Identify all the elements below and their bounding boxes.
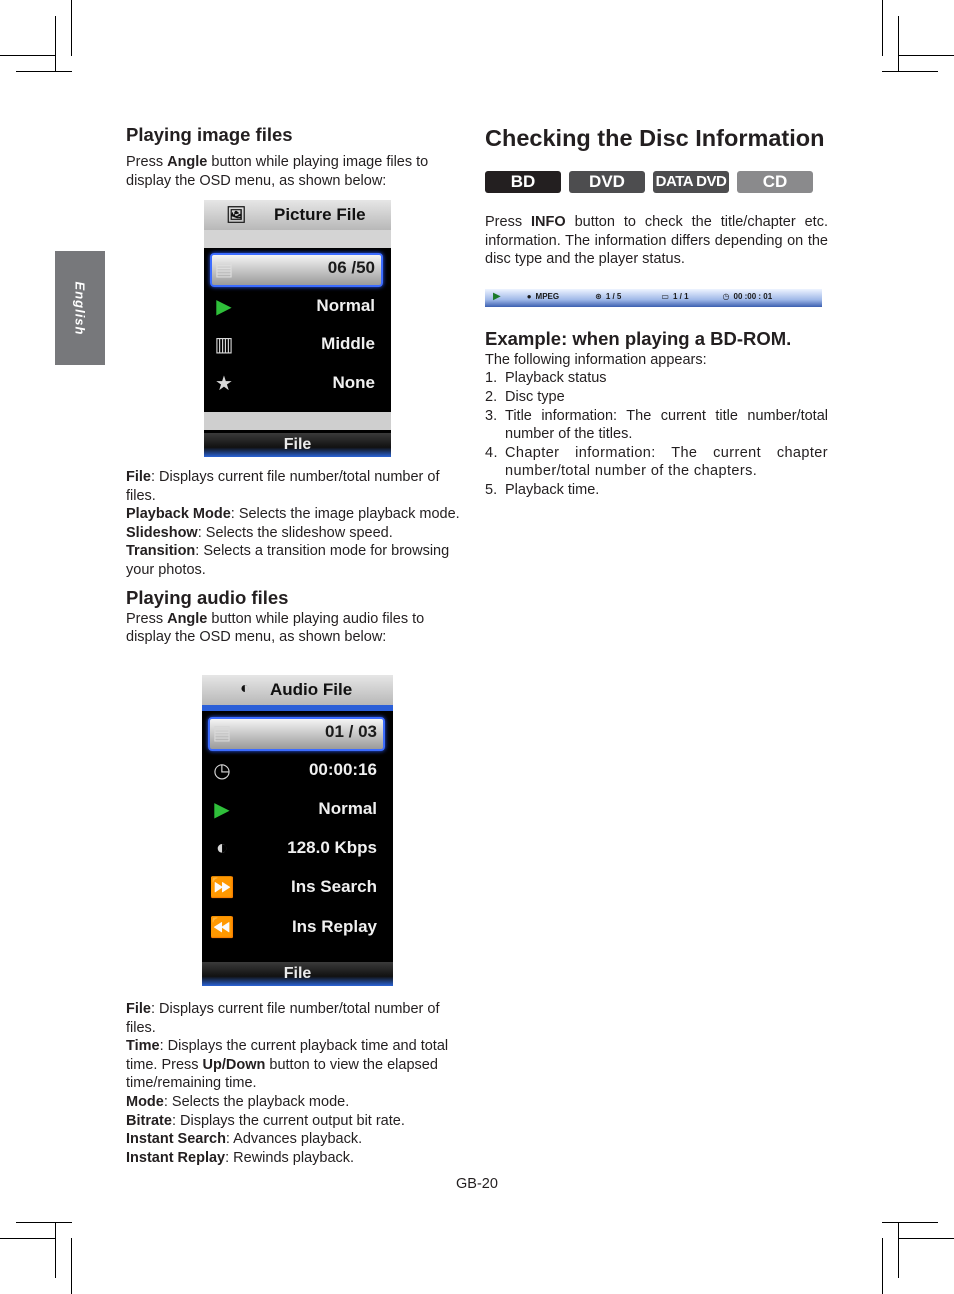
osd-row-time[interactable]: ◷ 00:00:16 <box>202 751 393 789</box>
audio-icon: ◐ <box>215 836 229 859</box>
chapter-icon: ▭ <box>661 292 669 302</box>
audio-section-heading: Playing audio files <box>126 586 289 608</box>
osd-row-slideshow[interactable]: ▥ Middle <box>204 325 391 363</box>
osd-title: Audio File <box>270 680 353 699</box>
info-intro: Press INFO button to check the title/chapter etc. information. The information differs depending on the disc type and the player status. <box>485 214 828 268</box>
osd-row-bitrate[interactable]: ◐ 128.0 Kbps <box>202 829 393 867</box>
osd-title: Picture File <box>274 205 366 224</box>
audio-file-osd <box>202 675 393 986</box>
disc-type-tags <box>485 171 828 193</box>
info-time: 00 :00 : 01 <box>733 292 773 302</box>
list-item: 1. Playback status <box>485 370 607 387</box>
disc-icon: ● <box>526 292 532 302</box>
slideshow-icon: ▥ <box>214 333 234 356</box>
disc-tag-dvd: DVD <box>569 171 645 193</box>
image-section-heading: Playing image files <box>126 124 293 145</box>
info-title: 1 / 5 <box>605 292 622 302</box>
fast-forward-icon: ⏩ <box>209 876 235 899</box>
language-side-tab <box>55 251 105 365</box>
list-item: 2. Disc type <box>485 388 565 405</box>
info-steps <box>485 369 828 499</box>
audio-icon: ◐ <box>240 680 250 697</box>
list-item: 5. Playback time. <box>485 481 600 498</box>
def-transition: Transition: Selects a transition mode for browsing your photos. <box>126 543 450 578</box>
osd-row-instant-replay[interactable]: ⏪ Ins Replay <box>202 908 393 946</box>
image-section-intro: Press Angle button while playing image files to display the OSD menu, as shown below: <box>126 154 429 189</box>
title-icon: ⊛ <box>595 292 602 302</box>
clock-icon: ◷ <box>213 759 231 782</box>
osd-row-file[interactable]: ▤ 06 /50 <box>204 249 391 287</box>
example-intro: The following information appears: <box>485 351 707 368</box>
picture-file-osd <box>204 200 391 457</box>
audio-definitions <box>126 1000 471 1167</box>
osd-row-transition[interactable]: ★ None <box>204 364 391 402</box>
info-format: MPEG <box>535 292 560 302</box>
osd-row-instant-search[interactable]: ⏩ Ins Search <box>202 868 393 906</box>
right-column <box>485 123 828 500</box>
language-label: English <box>72 281 88 335</box>
disc-tag-bd: BD <box>485 171 561 193</box>
def-file: File: Displays current file number/total number of files. <box>126 1001 440 1036</box>
def-instant-search: Instant Search: Advances playback. <box>126 1131 363 1148</box>
file-stack-icon: ▤ <box>214 257 234 280</box>
clock-icon: ◷ <box>722 292 730 302</box>
page-number: GB-20 <box>456 1176 498 1192</box>
osd-row-mode[interactable]: ▶ Normal <box>202 790 393 828</box>
audio-section-intro: Press Angle button while playing audio files to display the OSD menu, as shown below: <box>126 610 425 646</box>
osd-row-file[interactable]: ▤ 01 / 03 <box>202 713 393 751</box>
def-slideshow: Slideshow: Selects the slideshow speed. <box>126 524 393 541</box>
list-item: 3. Title information: The current title number/total number of the titles. <box>485 407 828 443</box>
disc-tag-data-dvd: DATA DVD <box>653 171 729 193</box>
info-bar <box>485 289 822 307</box>
play-icon: ▶ <box>214 798 230 821</box>
osd-footer: File <box>202 962 393 986</box>
list-item: 4. Chapter information: The current chapter number/total number of the chapters. <box>485 444 828 480</box>
star-frame-icon: ★ <box>215 372 233 395</box>
def-playback-mode: Playback Mode: Selects the image playback mode. <box>126 506 460 523</box>
image-definitions <box>126 468 471 647</box>
def-bitrate: Bitrate: Displays the current output bit rate. <box>126 1112 405 1129</box>
disc-tag-cd: CD <box>737 171 813 193</box>
def-mode: Mode: Selects the playback mode. <box>126 1093 350 1110</box>
osd-footer: File <box>204 433 391 457</box>
left-column <box>126 123 471 190</box>
play-icon: ▶ <box>216 295 232 318</box>
play-icon: ▶ <box>493 291 501 303</box>
def-time: Time: Displays the current playback time and total time. Press Up/Down button to view the elapsed time/remaining time. <box>126 1038 449 1092</box>
page-title: Checking the Disc Information <box>485 125 825 151</box>
osd-row-mode[interactable]: ▶ Normal <box>204 287 391 325</box>
rewind-icon: ⏪ <box>209 916 235 939</box>
info-chapter: 1 / 1 <box>672 292 689 302</box>
picture-icon: 🖼 <box>226 207 247 224</box>
def-file: File: Displays current file number/total number of files. <box>126 469 440 504</box>
example-heading: Example: when playing a BD-ROM. <box>485 327 792 349</box>
def-instant-replay: Instant Replay: Rewinds playback. <box>126 1149 355 1166</box>
file-stack-icon: ▤ <box>212 721 232 744</box>
